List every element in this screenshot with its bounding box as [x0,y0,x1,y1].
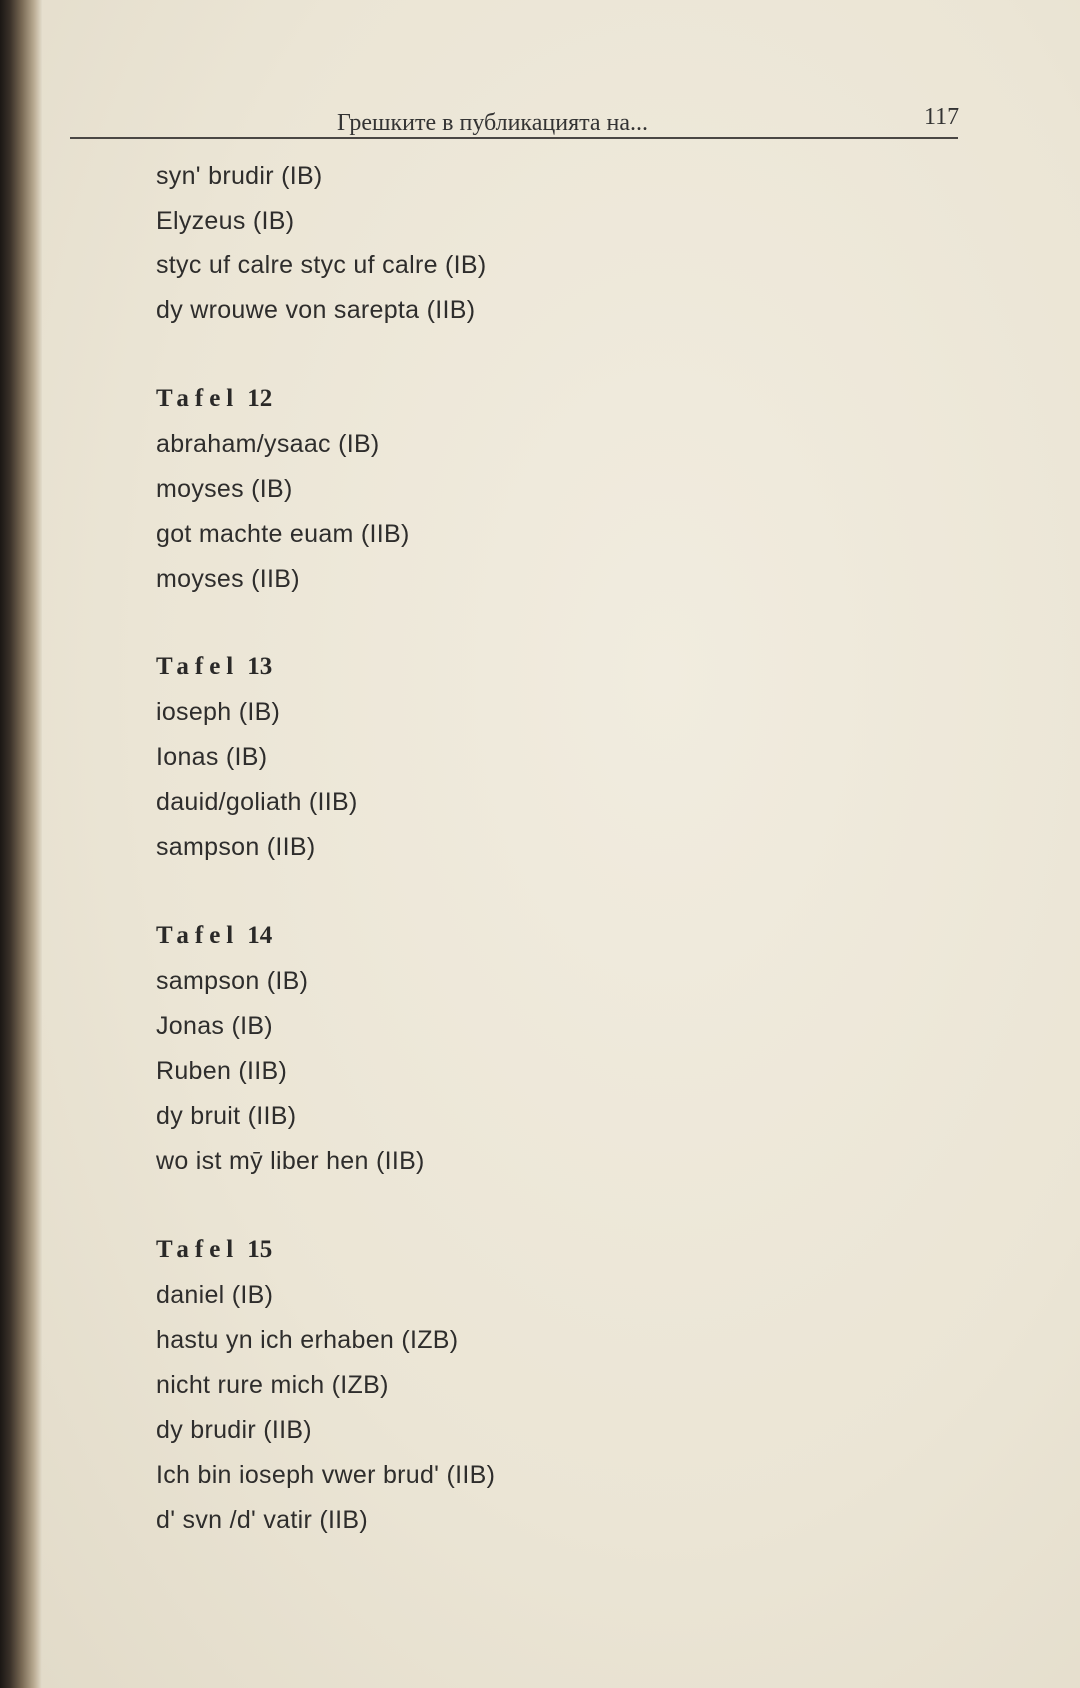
text-line: sampson (IB) [156,967,309,995]
text-line: Jonas (IB) [156,1012,273,1040]
text-line: dy bruit (IIB) [156,1102,297,1130]
page-number: 117 [924,104,960,130]
text-line: abraham/ysaac (IB) [156,430,380,458]
text-line: nicht rure mich (IZB) [156,1371,389,1399]
text-line: d' svn /d' vatir (IIB) [156,1506,369,1534]
header-rule [70,137,958,139]
heading-number: 14 [247,922,273,949]
heading-number: 15 [247,1236,273,1263]
text-line: dy wrouwe von sarepta (IIB) [156,296,476,324]
text-line: moyses (IB) [156,475,293,503]
text-line: dy brudir (IIB) [156,1416,312,1444]
text-line: Ich bin ioseph vwer brud' (IIB) [156,1461,496,1489]
text-line: moyses (IIB) [156,565,300,593]
text-line: sampson (IIB) [156,833,316,861]
heading-number: 13 [247,653,273,680]
text-line: syn' brudir (IB) [156,162,323,190]
section-heading-tafel-12 [156,385,272,413]
text-line: styc uf calre styc uf calre (IB) [156,251,487,279]
heading-word: Tafel [156,385,240,412]
heading-number: 12 [247,385,273,412]
text-line: Ruben (IIB) [156,1057,288,1085]
text-line: daniel (IB) [156,1281,274,1309]
heading-word: Tafel [156,653,240,680]
text-line: Elyzeus (IB) [156,207,295,235]
section-heading-tafel-14 [156,922,272,950]
section-heading-tafel-13 [156,653,272,681]
text-line: got machte euam (IIB) [156,520,410,548]
section-heading-tafel-15 [156,1236,272,1264]
book-spine-shadow [0,0,42,1688]
running-header-title: Грешките в публикацията на... [337,110,649,136]
text-line: ioseph (IB) [156,698,281,726]
text-line: Ionas (IB) [156,743,268,771]
text-line: hastu yn ich erhaben (IZB) [156,1326,459,1354]
text-line: wo ist mȳ liber hen (IIB) [156,1147,425,1175]
heading-word: Tafel [156,1236,240,1263]
text-line: dauid/goliath (IIB) [156,788,358,816]
heading-word: Tafel [156,922,240,949]
